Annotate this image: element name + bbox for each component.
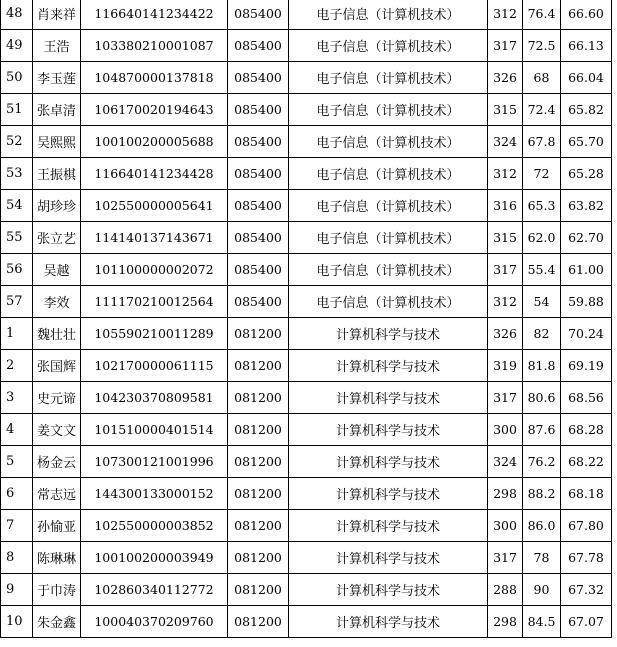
retest-score-cell: 86.0 bbox=[523, 510, 561, 542]
major-name-cell: 电子信息（计算机技术） bbox=[289, 286, 488, 318]
retest-score-cell: 68 bbox=[523, 62, 561, 94]
retest-score-cell: 72.4 bbox=[523, 94, 561, 126]
major-code-cell: 081200 bbox=[228, 478, 289, 510]
major-code-cell: 085400 bbox=[228, 190, 289, 222]
major-code-cell: 085400 bbox=[228, 158, 289, 190]
retest-score-cell: 78 bbox=[523, 542, 561, 574]
exam-id-cell: 105590210011289 bbox=[81, 318, 228, 350]
final-score-cell: 68.28 bbox=[561, 414, 612, 446]
exam-id-cell: 103380210001087 bbox=[81, 30, 228, 62]
name-cell: 于巾涛 bbox=[33, 574, 81, 606]
name-cell: 李玉莲 bbox=[33, 62, 81, 94]
major-code-cell: 085400 bbox=[228, 222, 289, 254]
table-row bbox=[1, 414, 612, 446]
retest-score-cell: 65.3 bbox=[523, 190, 561, 222]
major-name-cell: 计算机科学与技术 bbox=[289, 574, 488, 606]
exam-id-cell: 144300133000152 bbox=[81, 478, 228, 510]
table-row bbox=[1, 510, 612, 542]
exam-id-cell: 106170020194643 bbox=[81, 94, 228, 126]
major-name-cell: 计算机科学与技术 bbox=[289, 446, 488, 478]
major-code-cell: 085400 bbox=[228, 286, 289, 318]
rank-cell: 50 bbox=[1, 62, 33, 94]
retest-score-cell: 82 bbox=[523, 318, 561, 350]
table-row bbox=[1, 542, 612, 574]
exam-id-cell: 100040370209760 bbox=[81, 606, 228, 638]
initial-score-cell: 298 bbox=[488, 478, 523, 510]
retest-score-cell: 84.5 bbox=[523, 606, 561, 638]
name-cell: 肖来祥 bbox=[33, 0, 81, 30]
exam-id-cell: 116640141234422 bbox=[81, 0, 228, 30]
retest-score-cell: 62.0 bbox=[523, 222, 561, 254]
rank-cell: 8 bbox=[1, 542, 33, 574]
rank-cell: 54 bbox=[1, 190, 33, 222]
final-score-cell: 65.82 bbox=[561, 94, 612, 126]
name-cell: 李效 bbox=[33, 286, 81, 318]
major-code-cell: 081200 bbox=[228, 606, 289, 638]
exam-id-cell: 101100000002072 bbox=[81, 254, 228, 286]
exam-id-cell: 102170000061115 bbox=[81, 350, 228, 382]
name-cell: 吴熙熙 bbox=[33, 126, 81, 158]
major-name-cell: 计算机科学与技术 bbox=[289, 382, 488, 414]
exam-id-cell: 116640141234428 bbox=[81, 158, 228, 190]
rank-cell: 1 bbox=[1, 318, 33, 350]
rank-cell: 53 bbox=[1, 158, 33, 190]
major-name-cell: 计算机科学与技术 bbox=[289, 542, 488, 574]
major-code-cell: 085400 bbox=[228, 254, 289, 286]
table-row bbox=[1, 254, 612, 286]
major-name-cell: 电子信息（计算机技术） bbox=[289, 94, 488, 126]
major-code-cell: 081200 bbox=[228, 542, 289, 574]
rank-cell: 52 bbox=[1, 126, 33, 158]
initial-score-cell: 298 bbox=[488, 606, 523, 638]
rank-cell: 6 bbox=[1, 478, 33, 510]
major-name-cell: 电子信息（计算机技术） bbox=[289, 254, 488, 286]
retest-score-cell: 72.5 bbox=[523, 30, 561, 62]
major-code-cell: 085400 bbox=[228, 94, 289, 126]
table-row bbox=[1, 158, 612, 190]
retest-score-cell: 76.4 bbox=[523, 0, 561, 30]
initial-score-cell: 288 bbox=[488, 574, 523, 606]
final-score-cell: 67.80 bbox=[561, 510, 612, 542]
initial-score-cell: 317 bbox=[488, 542, 523, 574]
retest-score-cell: 87.6 bbox=[523, 414, 561, 446]
rank-cell: 9 bbox=[1, 574, 33, 606]
rank-cell: 4 bbox=[1, 414, 33, 446]
rank-cell: 56 bbox=[1, 254, 33, 286]
name-cell: 常志远 bbox=[33, 478, 81, 510]
table-row bbox=[1, 318, 612, 350]
initial-score-cell: 319 bbox=[488, 350, 523, 382]
rank-cell: 55 bbox=[1, 222, 33, 254]
final-score-cell: 61.00 bbox=[561, 254, 612, 286]
name-cell: 姜文文 bbox=[33, 414, 81, 446]
final-score-cell: 68.56 bbox=[561, 382, 612, 414]
major-code-cell: 081200 bbox=[228, 574, 289, 606]
name-cell: 陈琳琳 bbox=[33, 542, 81, 574]
major-name-cell: 计算机科学与技术 bbox=[289, 478, 488, 510]
table-row bbox=[1, 350, 612, 382]
table-row bbox=[1, 30, 612, 62]
initial-score-cell: 312 bbox=[488, 0, 523, 30]
major-name-cell: 电子信息（计算机技术） bbox=[289, 126, 488, 158]
table-row bbox=[1, 286, 612, 318]
name-cell: 王振棋 bbox=[33, 158, 81, 190]
major-name-cell: 计算机科学与技术 bbox=[289, 318, 488, 350]
final-score-cell: 67.07 bbox=[561, 606, 612, 638]
name-cell: 张国辉 bbox=[33, 350, 81, 382]
major-name-cell: 计算机科学与技术 bbox=[289, 510, 488, 542]
major-name-cell: 计算机科学与技术 bbox=[289, 350, 488, 382]
name-cell: 史元谛 bbox=[33, 382, 81, 414]
major-name-cell: 电子信息（计算机技术） bbox=[289, 222, 488, 254]
major-code-cell: 081200 bbox=[228, 446, 289, 478]
name-cell: 杨金云 bbox=[33, 446, 81, 478]
retest-score-cell: 55.4 bbox=[523, 254, 561, 286]
table-row bbox=[1, 190, 612, 222]
retest-score-cell: 90 bbox=[523, 574, 561, 606]
table-row bbox=[1, 0, 612, 30]
major-code-cell: 085400 bbox=[228, 126, 289, 158]
rank-cell: 57 bbox=[1, 286, 33, 318]
table-row bbox=[1, 382, 612, 414]
final-score-cell: 63.82 bbox=[561, 190, 612, 222]
rank-cell: 48 bbox=[1, 0, 33, 30]
major-code-cell: 081200 bbox=[228, 318, 289, 350]
table-row bbox=[1, 574, 612, 606]
major-code-cell: 081200 bbox=[228, 382, 289, 414]
name-cell: 王浩 bbox=[33, 30, 81, 62]
initial-score-cell: 300 bbox=[488, 510, 523, 542]
exam-id-cell: 100100200003949 bbox=[81, 542, 228, 574]
name-cell: 吴越 bbox=[33, 254, 81, 286]
rank-cell: 7 bbox=[1, 510, 33, 542]
major-code-cell: 085400 bbox=[228, 62, 289, 94]
final-score-cell: 68.22 bbox=[561, 446, 612, 478]
major-name-cell: 计算机科学与技术 bbox=[289, 606, 488, 638]
initial-score-cell: 315 bbox=[488, 222, 523, 254]
table-row bbox=[1, 478, 612, 510]
retest-score-cell: 76.2 bbox=[523, 446, 561, 478]
exam-id-cell: 102550000005641 bbox=[81, 190, 228, 222]
final-score-cell: 62.70 bbox=[561, 222, 612, 254]
table-row bbox=[1, 606, 612, 638]
final-score-cell: 69.19 bbox=[561, 350, 612, 382]
name-cell: 张卓清 bbox=[33, 94, 81, 126]
major-code-cell: 085400 bbox=[228, 30, 289, 62]
exam-id-cell: 102550000003852 bbox=[81, 510, 228, 542]
retest-score-cell: 72 bbox=[523, 158, 561, 190]
rank-cell: 3 bbox=[1, 382, 33, 414]
major-name-cell: 计算机科学与技术 bbox=[289, 414, 488, 446]
initial-score-cell: 316 bbox=[488, 190, 523, 222]
table-row bbox=[1, 94, 612, 126]
initial-score-cell: 317 bbox=[488, 254, 523, 286]
major-name-cell: 电子信息（计算机技术） bbox=[289, 190, 488, 222]
initial-score-cell: 315 bbox=[488, 94, 523, 126]
table-row bbox=[1, 62, 612, 94]
initial-score-cell: 312 bbox=[488, 286, 523, 318]
final-score-cell: 70.24 bbox=[561, 318, 612, 350]
major-name-cell: 电子信息（计算机技术） bbox=[289, 0, 488, 30]
retest-score-cell: 81.8 bbox=[523, 350, 561, 382]
exam-id-cell: 102860340112772 bbox=[81, 574, 228, 606]
exam-id-cell: 100100200005688 bbox=[81, 126, 228, 158]
major-code-cell: 085400 bbox=[228, 0, 289, 30]
final-score-cell: 66.60 bbox=[561, 0, 612, 30]
rank-cell: 10 bbox=[1, 606, 33, 638]
initial-score-cell: 317 bbox=[488, 382, 523, 414]
initial-score-cell: 326 bbox=[488, 318, 523, 350]
final-score-cell: 67.32 bbox=[561, 574, 612, 606]
exam-id-cell: 101510000401514 bbox=[81, 414, 228, 446]
final-score-cell: 59.88 bbox=[561, 286, 612, 318]
major-name-cell: 电子信息（计算机技术） bbox=[289, 30, 488, 62]
rank-cell: 49 bbox=[1, 30, 33, 62]
rank-cell: 5 bbox=[1, 446, 33, 478]
exam-id-cell: 107300121001996 bbox=[81, 446, 228, 478]
final-score-cell: 65.28 bbox=[561, 158, 612, 190]
major-code-cell: 081200 bbox=[228, 414, 289, 446]
name-cell: 魏壮壮 bbox=[33, 318, 81, 350]
final-score-cell: 66.13 bbox=[561, 30, 612, 62]
rank-cell: 2 bbox=[1, 350, 33, 382]
major-name-cell: 电子信息（计算机技术） bbox=[289, 158, 488, 190]
final-score-cell: 66.04 bbox=[561, 62, 612, 94]
final-score-cell: 67.78 bbox=[561, 542, 612, 574]
initial-score-cell: 317 bbox=[488, 30, 523, 62]
major-name-cell: 电子信息（计算机技术） bbox=[289, 62, 488, 94]
exam-id-cell: 111170210012564 bbox=[81, 286, 228, 318]
initial-score-cell: 324 bbox=[488, 446, 523, 478]
retest-score-cell: 80.6 bbox=[523, 382, 561, 414]
final-score-cell: 68.18 bbox=[561, 478, 612, 510]
initial-score-cell: 326 bbox=[488, 62, 523, 94]
initial-score-cell: 324 bbox=[488, 126, 523, 158]
retest-score-cell: 54 bbox=[523, 286, 561, 318]
exam-id-cell: 104230370809581 bbox=[81, 382, 228, 414]
exam-id-cell: 104870000137818 bbox=[81, 62, 228, 94]
table-row bbox=[1, 446, 612, 478]
retest-score-cell: 67.8 bbox=[523, 126, 561, 158]
rank-cell: 51 bbox=[1, 94, 33, 126]
table-row bbox=[1, 222, 612, 254]
name-cell: 朱金鑫 bbox=[33, 606, 81, 638]
initial-score-cell: 312 bbox=[488, 158, 523, 190]
name-cell: 胡珍珍 bbox=[33, 190, 81, 222]
initial-score-cell: 300 bbox=[488, 414, 523, 446]
name-cell: 孙愉亚 bbox=[33, 510, 81, 542]
exam-id-cell: 114140137143671 bbox=[81, 222, 228, 254]
final-score-cell: 65.70 bbox=[561, 126, 612, 158]
table-row bbox=[1, 126, 612, 158]
major-code-cell: 081200 bbox=[228, 510, 289, 542]
name-cell: 张立艺 bbox=[33, 222, 81, 254]
retest-score-cell: 88.2 bbox=[523, 478, 561, 510]
major-code-cell: 081200 bbox=[228, 350, 289, 382]
table-body bbox=[1, 0, 612, 638]
